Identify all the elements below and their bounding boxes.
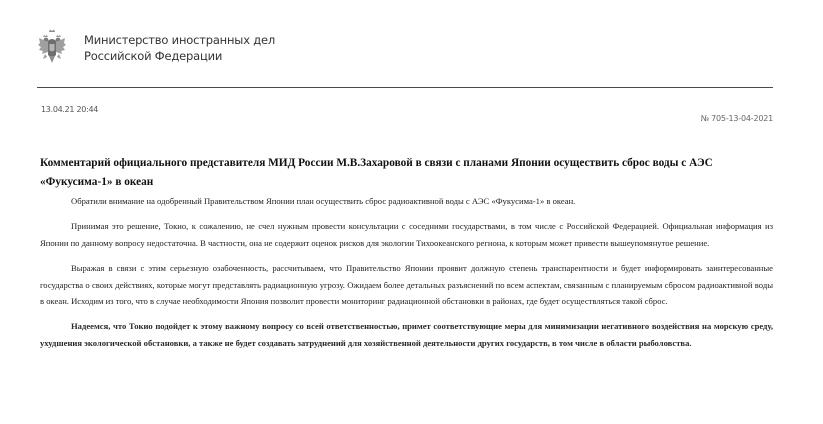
- article-paragraph: Выражая в связи с этим серьезную озабоченность, рассчитываем, что Правительство Японии проявит должную степень транспарентности и будет информировать заинтересованные государства о своих действиях, которые могут представлять радиационную угрозу. Ожидаем более детальных разъяснений по всем аспектам, связанным с планируемым сбросом радиоактивной воды в океан. Исходим из того, что в случае необходимости Япония позволит провести мониторинг радиационной обстановки в районах, где будет осуществляться такой сброс.: [40, 263, 773, 307]
- ministry-name-line1: Министерство иностранных дел: [84, 33, 276, 47]
- publication-date: 13.04.21 20:44: [41, 105, 99, 114]
- coat-of-arms-icon[interactable]: [37, 28, 67, 68]
- article-body: [40, 193, 773, 360]
- site-header: [37, 26, 275, 70]
- header-divider: [37, 87, 773, 88]
- document-number: № 705-13-04-2021: [700, 114, 773, 123]
- article-paragraph: Принимая это решение, Токио, к сожалению, не счел нужным провести консультации с соседними государствами, в том числе с Российской Федерацией. Официальная информация из Японии по данному вопросу недостаточна. В частности, она не содержит оценок рисков для экологии Тихоокеанского региона, к которым может привести вышеупомянутое решение.: [40, 221, 773, 248]
- ministry-name-link[interactable]: [84, 32, 275, 64]
- article-paragraph: Обратили внимание на одобренный Правительством Японии план осуществить сброс радиоактивной воды с АЭС «Фукусима-1» в океан.: [71, 196, 576, 206]
- ministry-name-line2: Российской Федерации: [84, 49, 223, 63]
- article-paragraph: Надеемся, что Токио подойдет к этому важному вопросу со всей ответственностью, примет соответствующие меры для минимизации негативного воздействия на морскую среду, ухудшения экологической обстановки, а также не будет создавать затруднений для хозяйственной деятельности других государств, в том числе в области рыболовства.: [40, 321, 773, 348]
- article-title: Комментарий официального представителя МИД России М.В.Захаровой в связи с планами Японии осуществить сброс воды с АЭС «Фукусима-1» в океан: [40, 157, 713, 188]
